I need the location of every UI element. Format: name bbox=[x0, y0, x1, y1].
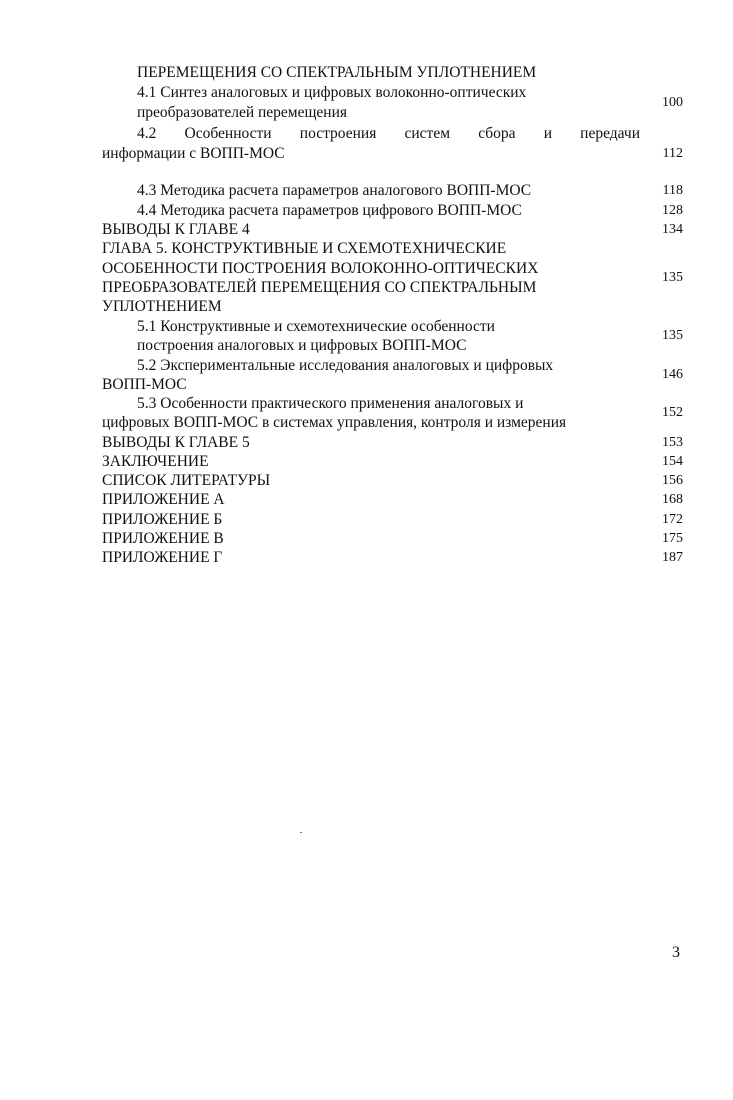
toc-page-4-2: 112 bbox=[662, 146, 683, 161]
toc-entry-chapter5-line2: ОСОБЕННОСТИ ПОСТРОЕНИЯ ВОЛОКОННО-ОПТИЧЕСКИХ bbox=[102, 260, 539, 277]
toc-page-5-2: 146 bbox=[662, 367, 683, 382]
toc-entry-4-3: 4.3 Методика расчета параметров аналогового ВОПП-МОС bbox=[137, 182, 532, 199]
toc-entry-appendix-g: ПРИЛОЖЕНИЕ Г bbox=[102, 549, 223, 566]
toc-page-4-1: 100 bbox=[662, 95, 683, 110]
toc-entry-references: СПИСОК ЛИТЕРАТУРЫ bbox=[102, 472, 271, 489]
toc-page-4-3: 118 bbox=[662, 183, 683, 198]
toc-page-5-3: 152 bbox=[662, 405, 683, 420]
toc-page-conclusions-4: 134 bbox=[662, 222, 683, 237]
toc-page-appendix-b: 172 bbox=[662, 512, 683, 527]
toc-entry-chapter5-line1: ГЛАВА 5. КОНСТРУКТИВНЫЕ И СХЕМОТЕХНИЧЕСКИЕ bbox=[102, 240, 507, 257]
toc-entry-5-1-line2: построения аналоговых и цифровых ВОПП-МОС bbox=[137, 337, 467, 354]
toc-entry-appendix-a: ПРИЛОЖЕНИЕ А bbox=[102, 491, 225, 508]
toc-page-appendix-v: 175 bbox=[662, 531, 683, 546]
toc-entry-4-1-line2: преобразователей перемещения bbox=[137, 104, 348, 121]
toc-entry-conclusion: ЗАКЛЮЧЕНИЕ bbox=[102, 453, 209, 470]
toc-entry-4-2-line1: 4.2 Особенности построения систем сбора и передачи bbox=[137, 125, 640, 142]
toc-page-appendix-g: 187 bbox=[662, 550, 683, 565]
toc-page-references: 156 bbox=[662, 473, 683, 488]
toc-page-5-1: 135 bbox=[662, 328, 683, 343]
scan-speck bbox=[300, 832, 302, 833]
toc-page-4-4: 128 bbox=[662, 203, 683, 218]
toc-entry-5-3-line1: 5.3 Особенности практического применения аналоговых и bbox=[137, 395, 524, 412]
toc-entry-chapter5-line3: ПРЕОБРАЗОВАТЕЛЕЙ ПЕРЕМЕЩЕНИЯ СО СПЕКТРАЛЬНЫМ bbox=[102, 279, 537, 296]
toc-page-appendix-a: 168 bbox=[662, 492, 683, 507]
toc-entry-4-4: 4.4 Методика расчета параметров цифрового ВОПП-МОС bbox=[137, 202, 522, 219]
toc-entry-chapter5-line4: УПЛОТНЕНИЕМ bbox=[102, 298, 222, 315]
toc-entry-5-3-line2: цифровых ВОПП-МОС в системах управления, контроля и измерения bbox=[102, 414, 567, 431]
toc-page-chapter5: 135 bbox=[662, 270, 683, 285]
toc-entry-appendix-v: ПРИЛОЖЕНИЕ В bbox=[102, 530, 224, 547]
toc-entry-5-1-line1: 5.1 Конструктивные и схемотехнические особенности bbox=[137, 318, 495, 335]
toc-entry-conclusions-4: ВЫВОДЫ К ГЛАВЕ 4 bbox=[102, 221, 250, 238]
page-number: 3 bbox=[672, 944, 680, 961]
toc-page-conclusions-5: 153 bbox=[662, 435, 683, 450]
toc-entry-5-2-line2: ВОПП-МОС bbox=[102, 376, 187, 393]
toc-entry-5-2-line1: 5.2 Экспериментальные исследования аналоговых и цифровых bbox=[137, 357, 554, 374]
toc-entry-conclusions-5: ВЫВОДЫ К ГЛАВЕ 5 bbox=[102, 434, 250, 451]
toc-entry-4-1-line1: 4.1 Синтез аналоговых и цифровых волоконно-оптических bbox=[137, 84, 527, 101]
toc-entry-appendix-b: ПРИЛОЖЕНИЕ Б bbox=[102, 511, 223, 528]
toc-page-conclusion: 154 bbox=[662, 454, 683, 469]
toc-entry-4-2-line2: информации с ВОПП-МОС bbox=[102, 145, 285, 162]
toc-entry-heading-continuation: ПЕРЕМЕЩЕНИЯ СО СПЕКТРАЛЬНЫМ УПЛОТНЕНИЕМ bbox=[137, 64, 537, 81]
